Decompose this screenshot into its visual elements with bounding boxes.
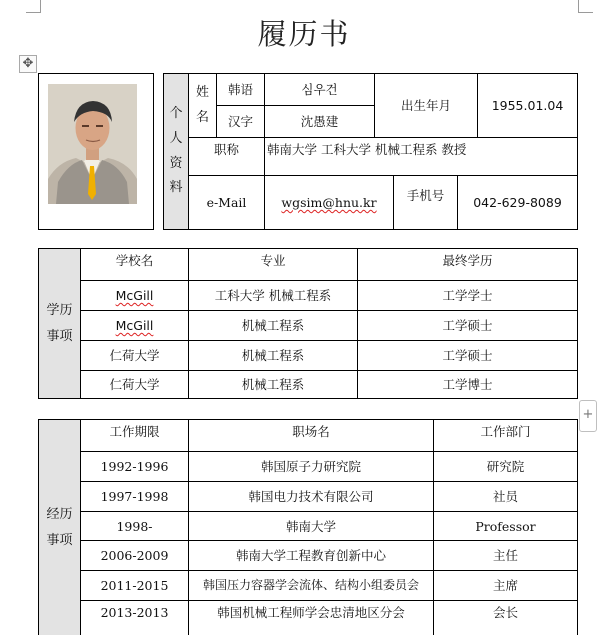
table-row-period: 2006-2009 (80, 540, 189, 571)
table-row-period: 2013-2013 (80, 600, 189, 635)
email-link[interactable]: wgsim@hnu.kr (281, 195, 377, 210)
table-row-degree: 工学博士 (357, 370, 578, 399)
table-row-period: 1998- (80, 511, 189, 541)
table-row-workplace: 韩国压力容器学会流体、结构小组委员会 (188, 570, 434, 601)
table-row-major: 工科大学 机械工程系 (188, 280, 358, 311)
birth-label: 出生年月 (374, 73, 478, 138)
document-title: 履历书 (257, 17, 351, 51)
edu-header-degree: 最终学历 (357, 248, 578, 281)
career-header-period: 工作期限 (80, 419, 189, 452)
birth-value: 1955.01.04 (477, 73, 578, 138)
table-move-handle-icon[interactable]: ✥ (19, 55, 37, 73)
table-row-workplace: 韩南大学工程教育创新中心 (188, 540, 434, 571)
table-row-school: McGill (80, 280, 189, 311)
job-title-value: 韩南大学 工科大学 机械工程系 教授 (264, 137, 578, 176)
table-row-major: 机械工程系 (188, 370, 358, 399)
hanja-label: 汉字 (216, 105, 265, 138)
hanja-name-value: 沈愚建 (264, 105, 375, 138)
phone-label: 手机号 (393, 175, 458, 230)
career-header-department: 工作部门 (433, 419, 578, 452)
personal-section-label: 个人资料 (163, 73, 189, 230)
korean-label: 韩语 (216, 73, 265, 106)
email-label: e-Mail (188, 175, 265, 230)
table-row-major: 机械工程系 (188, 340, 358, 371)
table-row-department: 研究院 (433, 451, 578, 482)
phone-value: 042-629-8089 (457, 175, 578, 230)
korean-name-value: 심우건 (264, 73, 375, 106)
table-row-workplace: 韩南大学 (188, 511, 434, 541)
table-row-school: 仁荷大学 (80, 370, 189, 399)
career-header-workplace: 职场名 (188, 419, 434, 452)
job-title-label: 职称 (188, 137, 265, 176)
edu-header-school: 学校名 (80, 248, 189, 281)
table-row-degree: 工学学士 (357, 280, 578, 311)
table-row-degree: 工学硕士 (357, 310, 578, 341)
table-row-period: 1992-1996 (80, 451, 189, 482)
name-label: 姓名 (188, 73, 217, 138)
table-row-period: 1997-1998 (80, 481, 189, 512)
table-row-workplace: 韩国原子力研究院 (188, 451, 434, 482)
table-row-school: McGill (80, 310, 189, 341)
profile-photo (48, 84, 137, 204)
table-row-workplace: 韩国电力技术有限公司 (188, 481, 434, 512)
table-row-department: 社员 (433, 481, 578, 512)
add-table-row-icon[interactable]: + (579, 400, 597, 432)
table-row-department: Professor (433, 511, 578, 541)
table-row-period: 2011-2015 (80, 570, 189, 601)
table-row-department: 主任 (433, 540, 578, 571)
edu-header-major: 专业 (188, 248, 358, 281)
table-row-department: 主席 (433, 570, 578, 601)
table-row-workplace: 韩国机械工程师学会忠清地区分会 (188, 600, 434, 635)
career-section-label: 经历事项 (38, 419, 81, 635)
table-row-school: 仁荷大学 (80, 340, 189, 371)
table-row-degree: 工学硕士 (357, 340, 578, 371)
email-value (264, 175, 394, 230)
table-row-department: 会长 (433, 600, 578, 635)
table-row-major: 机械工程系 (188, 310, 358, 341)
education-section-label: 学历事项 (38, 248, 81, 399)
